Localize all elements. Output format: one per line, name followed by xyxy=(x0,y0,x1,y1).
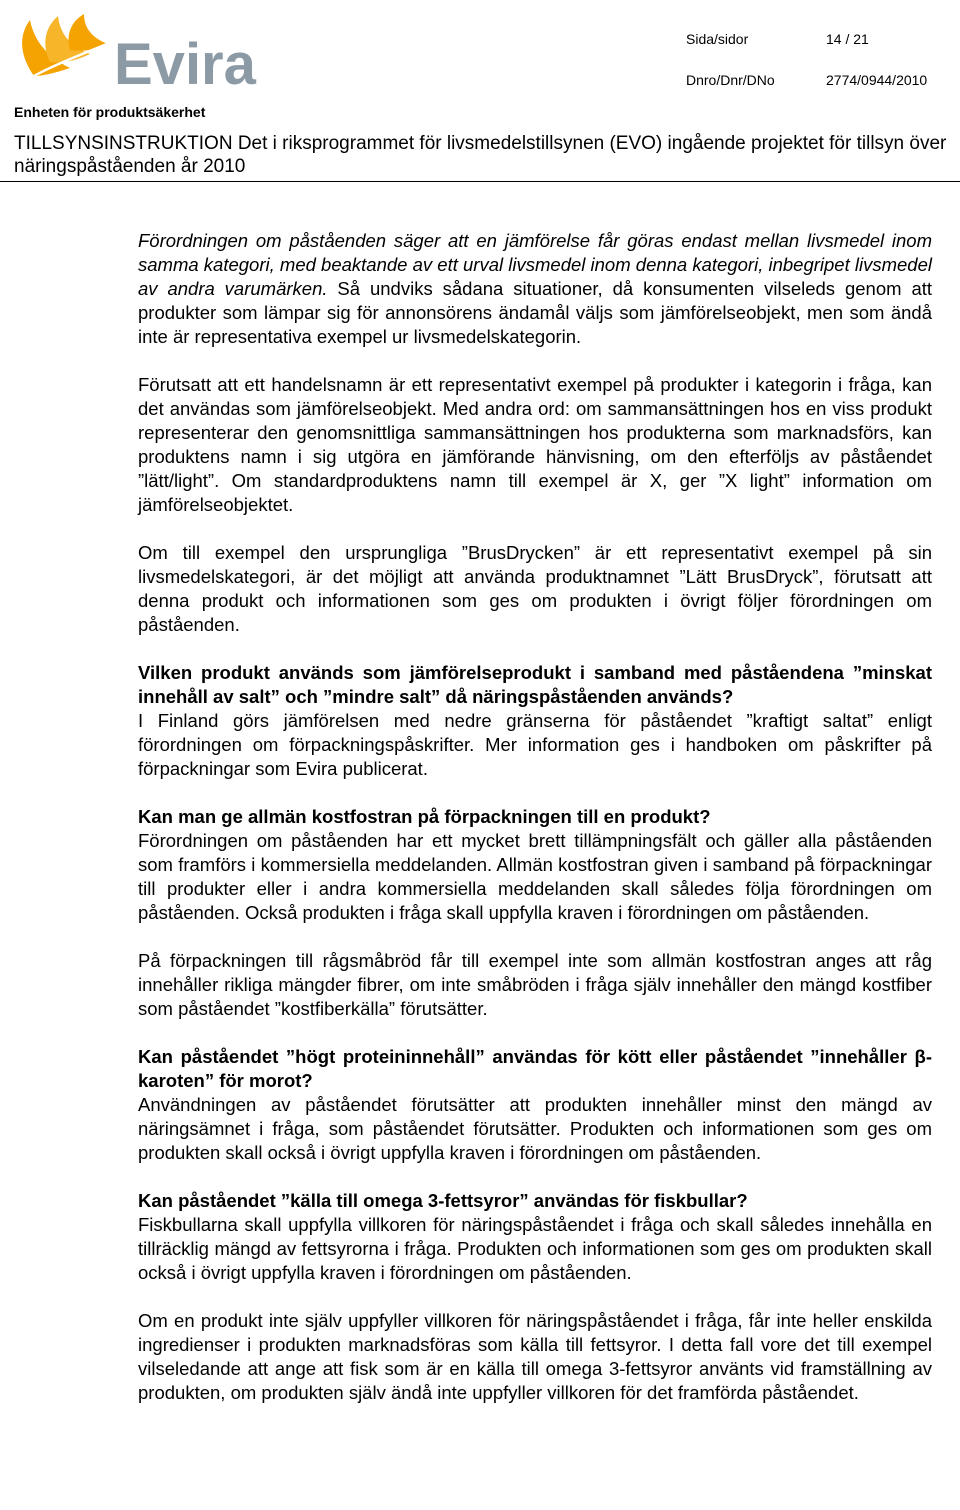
dnro-number: 2774/0944/2010 xyxy=(826,72,928,88)
paragraph-comparison-rule: Förordningen om påståenden säger att en jämförelse får göras endast mellan livsmedel inom samma kategori, med beaktande av ett urval livsmedel inom denna kategori, inbegripet livsmedel av andra varumärken. Så undviks sådana situationer, då konsumenten vilseleds genom att produkter som lämpar sig för annonsörens ändamål väljs som jämförelseobjekt, men som ändå inte är representativa exempel ur livsmedelskategorin. xyxy=(138,230,933,347)
dnro-label: Dnro/Dnr/DNo xyxy=(686,72,775,88)
italic-quote: Förordningen om påståenden säger att en jämförelse får göras endast mellan livsmedel inom samma kategori, med beaktande av ett urval livsmedel inom denna kategori, inbegripet livsmedel av andra varumärken. xyxy=(138,230,932,299)
answer-protein: Användningen av påståendet förutsätter att produkten innehåller minst den mängd av näringsämnet i fråga, som påståendet förutsätter. Produkten och informationen som ges om produkten skall också i övrigt uppfylla kraven i förordningen om påståenden. xyxy=(138,1094,932,1163)
question-heading-kostfostran: Kan man ge allmän kostfostran på förpackningen till en produkt? xyxy=(138,806,711,827)
svg-text:Evira: Evira xyxy=(114,32,256,92)
page-label: Sida/sidor xyxy=(686,31,749,47)
leaf-icon xyxy=(22,14,112,76)
question-heading-omega3: Kan påståendet ”källa till omega 3-fettsyror” användas för fiskbullar? xyxy=(138,1190,748,1211)
question-heading-protein: Kan påståendet ”högt proteininnehåll” användas för kött eller påståendet ”innehåller β-karoten” för morot? xyxy=(138,1046,932,1091)
question-heading-salt: Vilken produkt används som jämförelseprodukt i samband med påståendena ”minskat innehåll av salt” och ”mindre salt” då näringspåståenden används? xyxy=(138,662,932,707)
header-divider xyxy=(0,181,960,182)
unit-name: Enheten för produktsäkerhet xyxy=(14,104,206,120)
paragraph-fettsyror: Om en produkt inte själv uppfyller villkoren för näringspåståendet i fråga, får inte heller enskilda ingredienser i produkten marknadsföras som källa till fettsyror. I detta fall vore det till exempel vilseledande att ange att fisk som är en källa till omega 3-fettsyror använts vid framställning av produkten, om produkten själv ändå inte uppfyller villkoren för det framförda påståendet. xyxy=(138,1310,932,1403)
paragraph-trade-name: Förutsatt att ett handelsnamn är ett representativt exempel på produkter i kategorin i fråga, kan det användas som jämförelseobjekt. Med andra ord: om sammansättningen hos en viss produkt representerar den genomsnittliga sammansättningen hos produkterna som marknadsförs, kan produktens namn i sig utgöra en jämförande hänvisning, om den efterföljs av påståendet ”lätt/light”. Om standardproduktens namn till exempel är X, ger ”X light” information om jämförelseobjektet. xyxy=(138,374,932,515)
answer-omega3: Fiskbullarna skall uppfylla villkoren för näringspåståendet i fråga och skall således innehålla en tillräcklig mängd av fettsyrorna i fråga. Produkten och informationen som ges om produkten skall också i övrigt uppfylla kraven i förordningen om påståenden. xyxy=(138,1214,932,1283)
paragraph-ragsmabrod: På förpackningen till rågsmåbröd får till exempel inte som allmän kostfostran anges att råg innehåller rikliga mängder fibrer, om inte småbröden i fråga själv innehåller den mängd kostfiber som påståendet ”kostfiberkälla” förutsätter. xyxy=(138,950,932,1019)
answer-salt: I Finland görs jämförelsen med nedre gränserna för påståendet ”kraftigt saltat” enligt förordningen om förpackningspåskrifter. Mer information ges i handboken om påskrifter på förpackningar som Evira publicerat. xyxy=(138,710,932,779)
page-number: 14 / 21 xyxy=(826,31,869,47)
answer-kostfostran: Förordningen om påståenden har ett mycket brett tillämpningsfält och gäller alla påståenden som framförs i kommersiella meddelanden. Allmän kostfostran given i samband på förpackningar till produkter eller i andra kommersiella meddelanden skall således följa förordningen om påståenden. Också produkten i fråga skall uppfylla kraven i förordningen om påståenden. xyxy=(138,830,932,923)
evira-logo xyxy=(12,6,272,92)
document-body xyxy=(138,229,932,1405)
paragraph-brusdrycken: Om till exempel den ursprungliga ”BrusDrycken” är ett representativt exempel på sin livsmedelskategori, är det möjligt att använda produktnamnet ”Lätt BrusDryck”, förutsatt att denna produkt och informationen som ges om produkten i övrigt följer förordningen om påståenden. xyxy=(138,542,932,635)
document-title: TILLSYNSINSTRUKTION Det i riksprogrammet för livsmedelstillsynen (EVO) ingående projektet för tillsyn över näringspåståenden år 2010 xyxy=(14,133,947,177)
